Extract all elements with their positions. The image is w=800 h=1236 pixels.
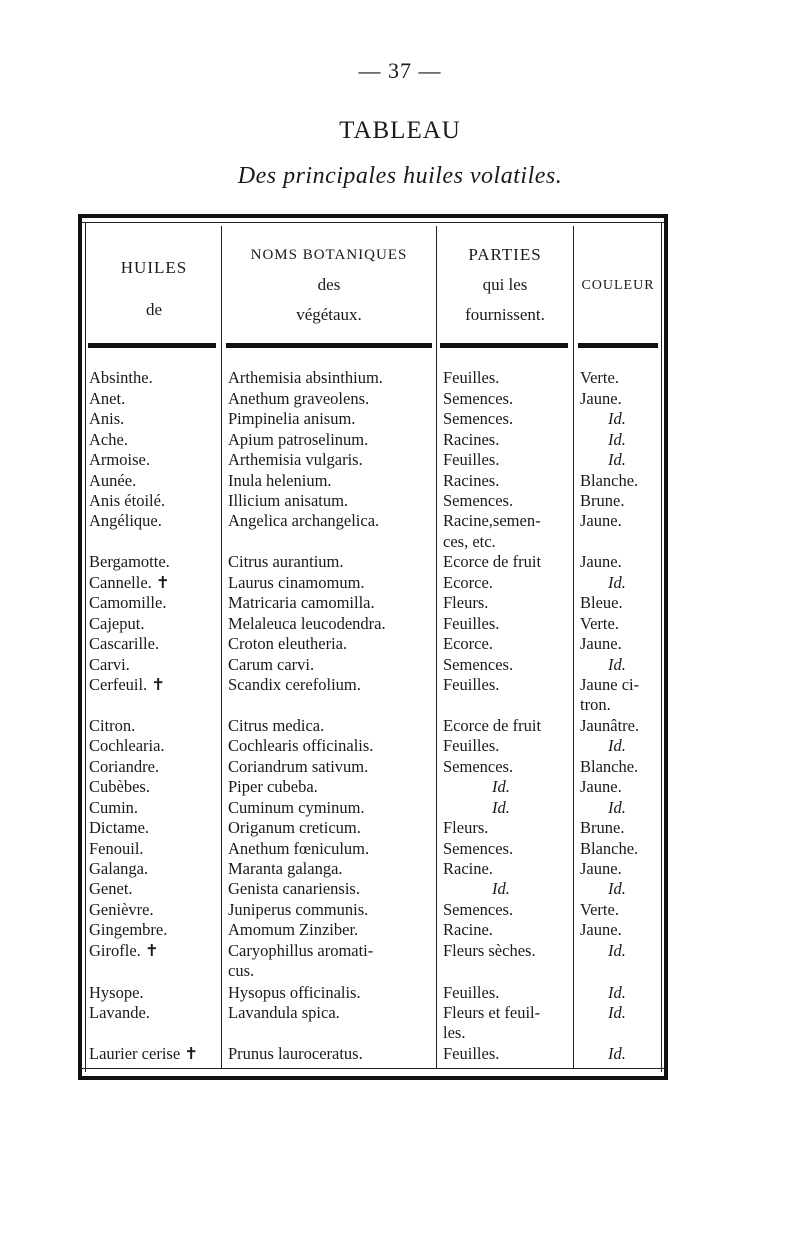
table-cell-nom: Lavandula spica.: [228, 1003, 340, 1022]
header-huiles: [88, 256, 220, 322]
table-cell-huile: Anet.: [89, 389, 126, 408]
table-cell-parties: Racines.: [443, 430, 500, 449]
table-cell-parties: Racines.: [443, 471, 500, 490]
table-cell-couleur: Brune.: [580, 491, 625, 510]
table-cell-parties: Semences.: [443, 757, 514, 776]
table-cell-couleur: Id.: [608, 1044, 626, 1063]
table-cell-nom: Caryophillus aromati-: [228, 941, 374, 960]
table-cell-nom: Matricaria camomilla.: [228, 593, 375, 612]
table-cell-parties: Id.: [492, 798, 510, 817]
table-cell-parties: Racine.: [443, 859, 493, 878]
header-rule-3: [440, 343, 568, 348]
table-cell-huile: Cubèbes.: [89, 777, 150, 796]
table-cell-couleur: Id.: [608, 736, 626, 755]
table-cell-couleur: Verte.: [580, 614, 619, 633]
table-cell-nom: Juniperus communis.: [228, 900, 369, 919]
table-cell-huile: Dictame.: [89, 818, 150, 837]
column-divider-3: [573, 226, 574, 1068]
table-cell-parties: Ecorce de fruit: [443, 716, 542, 735]
table-cell-huile: Genet.: [89, 879, 133, 898]
table-cell-couleur: Jaune.: [580, 389, 622, 408]
table-cell-nom: Citrus aurantium.: [228, 552, 344, 571]
table-cell-nom: Croton eleutheria.: [228, 634, 348, 653]
header-couleur-line1: COULEUR: [581, 278, 655, 293]
header-huiles-line1: HUILES: [120, 258, 188, 277]
table-cell-huile: Fenouil.: [89, 839, 144, 858]
table-cell-couleur: Id.: [608, 1003, 626, 1022]
table-cell-huile: Laurier cerise ✝: [89, 1044, 199, 1063]
table-cell-couleur: Verte.: [580, 900, 619, 919]
table-cell-huile: Cerfeuil. ✝: [89, 675, 166, 694]
table-cell-huile: Cascarille.: [89, 634, 160, 653]
table-cell-huile: Gingembre.: [89, 920, 168, 939]
table-cell-nom: Illicium anisatum.: [228, 491, 349, 510]
table-cell-huile: Armoise.: [89, 450, 150, 469]
table-cell-huile: Genièvre.: [89, 900, 154, 919]
table-cell-nom: Laurus cinamomum.: [228, 573, 365, 592]
table-cell-nom: Hysopus officinalis.: [228, 983, 361, 1002]
table-cell-huile: Carvi.: [89, 655, 130, 674]
table-cell-parties: Ecorce.: [443, 573, 493, 592]
table-cell-parties: Fleurs.: [443, 818, 489, 837]
header-noms-line3: végétaux.: [296, 305, 362, 324]
column-divider-2: [436, 226, 437, 1068]
table-cell-parties: Semences.: [443, 491, 514, 510]
table-cell-couleur: Blanche.: [580, 471, 639, 490]
table-cell-couleur: Id.: [608, 983, 626, 1002]
table-cell-couleur: Verte.: [580, 368, 619, 387]
table-cell-huile: Bergamotte.: [89, 552, 170, 571]
table-cell-couleur: Jaune.: [580, 511, 622, 530]
table-cell-nom: Anethum fœniculum.: [228, 839, 370, 858]
table-cell-parties: Feuilles.: [443, 614, 500, 633]
table-cell-couleur: Jaune.: [580, 920, 622, 939]
table-cell-couleur: Jaune.: [580, 634, 622, 653]
table-cell-parties: Semences.: [443, 655, 514, 674]
table-cell-nom: Inula helenium.: [228, 471, 332, 490]
table-cell-couleur: Brune.: [580, 818, 625, 837]
table-cell-parties: Fleurs et feuil-: [443, 1003, 541, 1022]
table-cell-huile: Ache.: [89, 430, 128, 449]
table-cell-couleur: Jaunâtre.: [580, 716, 640, 735]
table-cell-parties: Feuilles.: [443, 675, 500, 694]
table-cell-parties: Ecorce.: [443, 634, 493, 653]
header-parties-line2: qui les: [482, 275, 528, 294]
table-cell-huile: Absinthe.: [89, 368, 153, 387]
table-cell-huile: Citron.: [89, 716, 136, 735]
table-cell-nom: Melaleuca leucodendra.: [228, 614, 386, 633]
table-cell-huile: Girofle. ✝: [89, 941, 159, 960]
table-cell-parties: Id.: [492, 777, 510, 796]
table-cell-parties: Ecorce de fruit: [443, 552, 542, 571]
table-cell-parties: les.: [443, 1023, 466, 1042]
header-parties: [438, 243, 572, 327]
table-cell-nom: Carum carvi.: [228, 655, 315, 674]
page-number: — 37 —: [358, 58, 442, 83]
table-cell-nom: Cochlearis officinalis.: [228, 736, 374, 755]
table-cell-nom: Arthemisia vulgaris.: [228, 450, 363, 469]
header-rule-1: [88, 343, 216, 348]
table-cell-nom: cus.: [228, 961, 255, 980]
page-title: TABLEAU: [339, 117, 461, 144]
table-cell-nom: Maranta galanga.: [228, 859, 343, 878]
table-cell-couleur: Jaune.: [580, 777, 622, 796]
header-noms: [223, 243, 435, 327]
table-inner-border-left: [85, 222, 86, 1072]
table-cell-couleur: Id.: [608, 941, 626, 960]
table-cell-couleur: Id.: [608, 655, 626, 674]
table-cell-couleur: Bleue.: [580, 593, 623, 612]
table-cell-nom: Piper cubeba.: [228, 777, 318, 796]
table-cell-couleur: tron.: [580, 695, 611, 714]
table-cell-huile: Coriandre.: [89, 757, 160, 776]
table-cell-nom: Cuminum cyminum.: [228, 798, 365, 817]
table-cell-parties: Fleurs.: [443, 593, 489, 612]
table-cell-couleur: Id.: [608, 430, 626, 449]
header-huiles-line2: de: [145, 300, 163, 319]
header-couleur: [575, 274, 661, 298]
table-cell-nom: Angelica archangelica.: [228, 511, 380, 530]
table-cell-parties: Feuilles.: [443, 368, 500, 387]
table-cell-parties: Feuilles.: [443, 450, 500, 469]
table-cell-huile: Cumin.: [89, 798, 139, 817]
page-subtitle: Des principales huiles volatiles.: [237, 163, 563, 189]
table-cell-huile: Cajeput.: [89, 614, 145, 633]
table-cell-nom: Arthemisia absinthium.: [228, 368, 383, 387]
table-cell-couleur: Jaune.: [580, 552, 622, 571]
table-cell-couleur: Blanche.: [580, 757, 639, 776]
table-inner-border-bottom: [82, 1068, 664, 1069]
table-cell-nom: Scandix cerefolium.: [228, 675, 361, 694]
table-cell-couleur: Id.: [608, 573, 626, 592]
table-cell-couleur: Id.: [608, 450, 626, 469]
table-cell-nom: Coriandrum sativum.: [228, 757, 369, 776]
table-cell-huile: Angélique.: [89, 511, 162, 530]
table-cell-couleur: Jaune.: [580, 859, 622, 878]
table-cell-parties: Semences.: [443, 839, 514, 858]
table-cell-parties: Feuilles.: [443, 1044, 500, 1063]
table-cell-couleur: Id.: [608, 879, 626, 898]
table-cell-parties: Semences.: [443, 389, 514, 408]
table-cell-nom: Genista canariensis.: [228, 879, 360, 898]
table-cell-nom: Prunus lauroceratus.: [228, 1044, 363, 1063]
table-inner-border-right: [661, 222, 662, 1072]
table-cell-nom: Apium patroselinum.: [228, 430, 369, 449]
table-cell-nom: Citrus medica.: [228, 716, 325, 735]
header-parties-line1: PARTIES: [468, 245, 542, 264]
header-rule-2: [226, 343, 432, 348]
table-cell-parties: Semences.: [443, 409, 514, 428]
table-cell-huile: Aunée.: [89, 471, 137, 490]
table-cell-couleur: Id.: [608, 409, 626, 428]
table-cell-nom: Origanum creticum.: [228, 818, 361, 837]
table-cell-huile: Lavande.: [89, 1003, 150, 1022]
table-cell-nom: Pimpinelia anisum.: [228, 409, 356, 428]
table-cell-couleur: Blanche.: [580, 839, 639, 858]
table-cell-huile: Cochlearia.: [89, 736, 165, 755]
table-cell-parties: Fleurs sèches.: [443, 941, 536, 960]
table-cell-huile: Galanga.: [89, 859, 149, 878]
table-cell-nom: Amomum Zinziber.: [228, 920, 359, 939]
table-cell-parties: Racine,semen-: [443, 511, 541, 530]
table-cell-parties: Id.: [492, 879, 510, 898]
table-cell-parties: Racine.: [443, 920, 493, 939]
table-cell-couleur: Jaune ci-: [580, 675, 640, 694]
table-cell-parties: Feuilles.: [443, 736, 500, 755]
table-cell-nom: Anethum graveolens.: [228, 389, 370, 408]
table-cell-parties: Feuilles.: [443, 983, 500, 1002]
table-cell-huile: Hysope.: [89, 983, 144, 1002]
table-inner-border-top: [82, 222, 664, 223]
header-noms-line1: NOMS BOTANIQUES: [250, 247, 408, 263]
table-cell-huile: Camomille.: [89, 593, 167, 612]
table-cell-parties: ces, etc.: [443, 532, 496, 551]
table-cell-huile: Anis étoilé.: [89, 491, 166, 510]
column-divider-1: [221, 226, 222, 1068]
table-cell-huile: Anis.: [89, 409, 125, 428]
header-noms-line2: des: [317, 275, 341, 294]
table-cell-huile: Cannelle. ✝: [89, 573, 170, 592]
header-parties-line3: fournissent.: [465, 305, 545, 324]
table-cell-parties: Semences.: [443, 900, 514, 919]
header-rule-4: [578, 343, 658, 348]
table-cell-couleur: Id.: [608, 798, 626, 817]
